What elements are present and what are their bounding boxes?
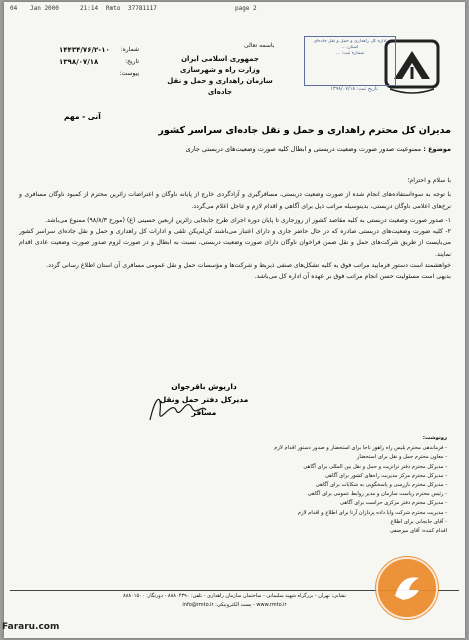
footer-contact: www.rmto.ir - پست الکترونیکی: info@rmto.ir <box>182 602 287 608</box>
greeting: با سلام و احترام؛ <box>407 177 451 184</box>
signer-name: داریوش باقرجوان <box>171 382 237 391</box>
number-value: ۱۴۴۳۴/۷۶/۲-۱۰ <box>59 46 110 54</box>
fax-number: 37781117 <box>128 5 157 12</box>
body-paragraph-3: خواهشمند است دستور فرمایید مراتب فوق به کلیه تشکل‌های صنفی ذیربط و شرکت‌ها و مؤسسات حمل و نقل عمومی مسافری آن استان اطلاع رسانی گردد. <box>46 262 451 270</box>
body-item-1: ۱- صدور صورت وضعیت دربستی به کلیه مقاصد کشور از روزجاری تا پایان دوره اجرای طرح جابجایی زائرین اربعین حسینی (ع) (مورخ ۹۸/۸/۳) ممنوع می‌باشد. <box>45 216 451 224</box>
cc-item: - مدیرکل محترم مرکز مدیریت راه‌های کشور برای آگاهی <box>324 472 447 479</box>
letterhead-text <box>160 54 280 98</box>
addressee: مدیران کل محترم راهداری و حمل و نقل جاده‌ای سراسر کشور <box>158 125 451 136</box>
subject-line <box>21 145 451 153</box>
cc-item: - مدیرکل محترم بازرسی و پاسخگویی به شکایات برای آگاهی <box>315 482 447 489</box>
footer-address: نشانی: تهران - بزرگراه شهید سلیمانی - ساختمان سازمان راهداری - تلفن: ۸۸۸۰۴۳۹۰ - دورنگار: ۸۸۸۰۱۵۰۰ <box>123 593 346 599</box>
date-label: تاریخ: <box>125 58 139 65</box>
urgency-mark: آنی - مهم <box>64 112 101 121</box>
subject-text: ممنوعیت صدور صورت وضعیت دربستی و ابطال کلیه صورت وضعیت‌های دربستی جاری <box>185 145 422 153</box>
attachment-label: پیوست: <box>119 70 139 77</box>
letter-page <box>4 2 465 638</box>
cc-item: - معاون محترم حمل و نقل برای استحضار <box>356 454 447 461</box>
letter-meta <box>59 44 139 80</box>
subject-label: موضوع : <box>423 145 451 153</box>
fax-date: Jan 2000 <box>30 5 59 12</box>
stamp-line3: شماره ثبت: ... <box>336 51 364 56</box>
bismillah: باسمه تعالی <box>244 42 275 49</box>
registration-stamp <box>304 36 396 86</box>
body-paragraph-1: با توجه به سوءاستفاده‌های انجام شده از صورت وضعیت دربستی، مسافرگیری و آزادگردی خارج از پایانه ناوگان و اعتراضات زائرین محترم از کمبود ناوگان مسافری و نرخ‌های اعلامی ناوگان دربستی، بدینوسیله مراتب ذیل برای آگاهی و اقدام لازم و عاجل اعلام می‌گردد. <box>19 191 451 210</box>
watermark-text: Fararu.com <box>2 622 60 632</box>
cc-item: - مدیرکل محترم دفتر ترانزیت و حمل و نقل بین المللی برای آگاهی <box>303 463 447 470</box>
fax-page: page 2 <box>235 5 257 12</box>
fararu-logo-icon <box>375 556 439 620</box>
letterhead-line1: جمهوری اسلامی ایران <box>181 55 259 63</box>
signer-block <box>149 380 259 419</box>
cc-item: اقدام کننده: آقای میرصفی <box>389 528 447 535</box>
cc-item: - مدیرکل محترم دفتر مرکزی حراست برای آگاهی <box>340 500 447 507</box>
body-item-2: ۲- کلیه صورت وضعیت‌های دربستی صادره که در حال حاضر جاری و دارای اعتبار می‌باشند کن‌لم‌یکن تلقی و ادارات کل راهداری و حمل و نقل جاده‌ای سراسر کشور می‌بایست از طریق شرکت‌های حمل و نقل ضمن فراخوان ناوگان دارای صورت وضعیت دربستی، نسبت به ابطال و در صورت لزوم صدور صورت وضعیت عادی اقدام نمایند. <box>19 228 451 258</box>
cc-item: - فرماندهی محترم پلیس راه راهور ناجا برای استحضار و صدور دستور اقدام لازم <box>274 445 447 452</box>
cc-list <box>147 434 447 536</box>
fax-sender: Rmto <box>106 5 121 12</box>
body-paragraph-4: بدیهی است مسئولیت حسن انجام مراتب فوق بر عهده آن اداره کل می‌باشد. <box>254 273 451 281</box>
letter-body <box>19 175 451 283</box>
letterhead-line3: سازمان راهداری و حمل و نقل جاده‌ای <box>167 77 273 96</box>
fax-code: 04 <box>10 5 18 12</box>
letterhead-line2: وزارت راه و شهرسازی <box>180 66 260 74</box>
cc-item: - مدیریت محترم شرکت وایا داده پردازان آرتا برای اطلاع و اقدام لازم <box>297 509 447 516</box>
cc-item: - رئیس محترم ریاست سازمان و مدیر روابط عمومی برای آگاهی <box>307 491 447 498</box>
number-label: شماره: <box>120 46 139 53</box>
fax-time: 21:14 <box>80 5 99 12</box>
signer-title: مدیرکل دفتر حمل ونقل مسافر <box>159 395 249 417</box>
cc-item: - آقای جانجانی برای اطلاع <box>390 518 447 525</box>
stamp-date: تاریخ ثبت: ۱۳۹۸/۰۷/۱۸ <box>330 86 378 92</box>
stamp-line1: اداره کل راهداری و حمل و نقل جاده‌ای <box>313 39 387 44</box>
cc-title: رونوشت: <box>422 435 447 441</box>
stamp-line2: استان ... <box>341 45 359 50</box>
date-value: ۱۳۹۸/۰۷/۱۸ <box>59 58 99 66</box>
fax-header <box>10 5 450 15</box>
